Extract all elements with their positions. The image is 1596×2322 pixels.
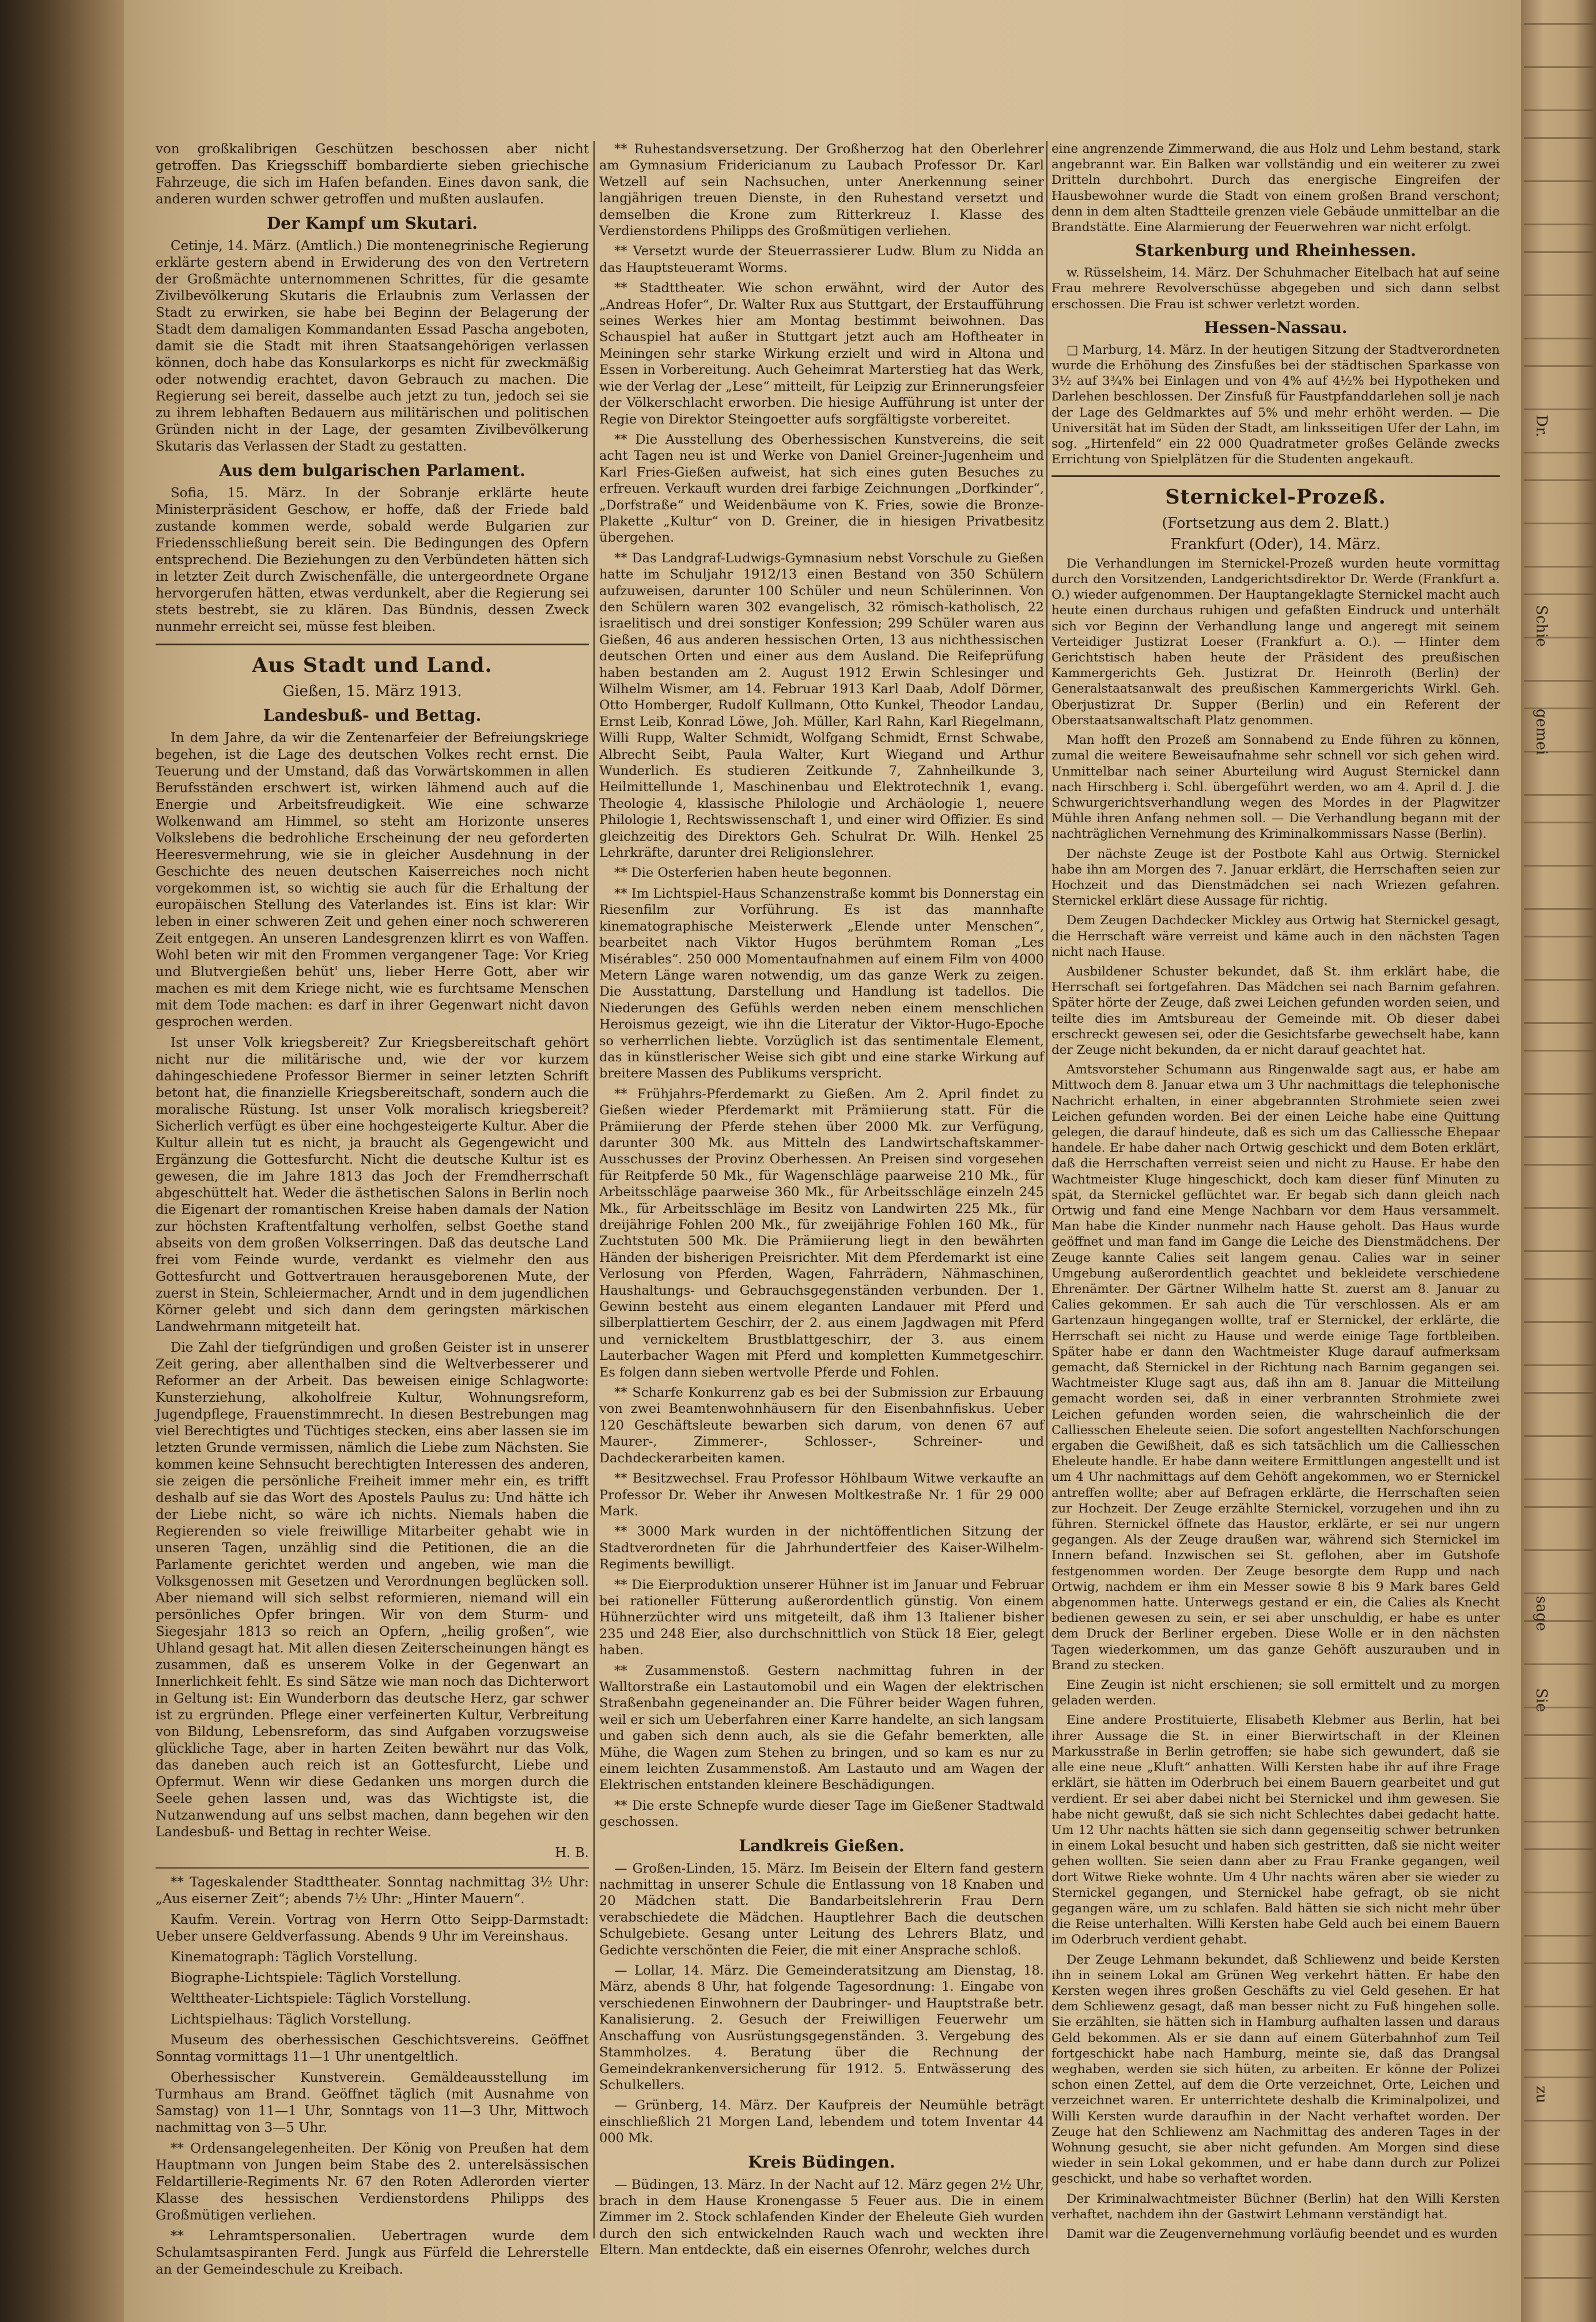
article-text: ** Versetzt wurde der Steuerrassierer Ludw. Blum zu Nidda an das Hauptsteueramt Worms. (599, 244, 1044, 275)
section-heading: Der Kampf um Skutari. (267, 214, 478, 233)
article-text: Damit war die Zeugenvernehmung vorläufig beendet und es wurden (1066, 2226, 1498, 2241)
page-edge-line (1524, 1778, 1593, 1779)
article-text: w. Rüsselsheim, 14. März. Der Schuhmacher Eitelbach hat auf seine Frau mehrere Revolverschüsse abgegeben und sich dann selbst erschossen. Die Frau ist schwer verletzt worden. (1052, 266, 1500, 312)
article-text: In dem Jahre, da wir die Zentenarfeier der Befreiungskriege begehen, ist die Lage des deutschen Volkes recht ernst. Die Teuerung und der Umstand, daß das Vorwärtskommen in allen Berufsständen erschwert ist, wirken lähmend auch auf die Energie und Arbeitsfreudigkeit. Wie eine schwarze Wolkenwand am Himmel, so steht am Horizonte unseres Volkslebens die bedrohliche Erscheinung der neu geforderten Heeresvermehrung, wie sie in gleicher Ausdehnung in der Geschichte des neuen deutschen Kaiserreiches noch nicht vorgekommen ist, so wichtig sie auch für die Erhaltung der europäischen Stellung des Vaterlandes ist. Eins ist klar: Wir leben in einer schweren Zeit und gehen einer noch schwereren Zeit entgegen. An unseren Landesgrenzen klirrt es von Waffen. Wohl beten wir mit den Frommen vergangener Tage: Vor Krieg und Blutvergießen behüt' uns, lieber Herre Gott, aber wir machen es mit dem Kriege nicht, wie es furchtsame Menschen mit dem Tode machen: es darf in ihrer Gegenwart nicht davon gesprochen werden. (156, 731, 589, 1030)
page-edge-line (1524, 1935, 1593, 1937)
article-text: ** Zusammenstoß. Gestern nachmittag fuhren in der Walltorstraße ein Lastautomobil und ein Wagen der elektrischen Straßenbahn gegeneinander an. Die Führer beider Wagen fuhren, weil er sich um Ueberfahren einer Karre handelte, an sich langsam und gaben sich denn auch, als sie die Gefahr bemerkten, alle Mühe, die Wagen zum Stehen zu bringen, und so kam es nur zu einem leichten Zusammenstoß. Am Lastauto und am Wagen der Elektrischen entstanden kleinere Beschädigungen. (599, 1663, 1044, 1793)
section-heading: Aus dem bulgarischen Parlament. (219, 461, 525, 480)
page-edge-line (1524, 1250, 1593, 1252)
section-divider (156, 644, 589, 645)
section-heading: Starkenburg und Rheinhessen. (1135, 241, 1416, 260)
notice-item: Welttheater-Lichtspiele: Täglich Vorstellung. (171, 1991, 471, 2006)
page-edge-line (1524, 2191, 1593, 2192)
article-text: Die Verhandlungen im Sternickel-Prozeß wurden heute vormittag durch den Vorsitzenden, Landgerichtsdirektor Dr. Werde (Frankfurt a. O.) wieder aufgenommen. Der Hauptangeklagte Sternickel macht auch heute einen durchaus ruhigen und gefaßten Eindruck und unterhält sich vor Beginn der Verhandlung lange und angeregt mit seinem Verteidiger Justizrat Loeser (Frankfurt a. O.). — Hinter dem Gerichtstisch haben heute der Präsident des preußischen Kammergerichts Geh. Justizrat Dr. Heinroth (Berlin) der Generalstaatsanwalt des preußischen Kammergerichts Wirkl. Geh. Oberjustizrat Dr. Supper (Berlin) und ein Referent der Oberstaatsanwaltschaft Platz genommen. (1052, 556, 1500, 728)
page-edge-line (1524, 1478, 1593, 1480)
page-edge-line (1524, 1164, 1593, 1166)
article-text: — Grünberg, 14. März. Der Kaufpreis der Neumühle beträgt einschließlich 21 Morgen Land, lebendem und totem Inventar 44 000 Mk. (599, 2098, 1044, 2146)
department-heading: Sternickel-Prozeß. (1165, 485, 1386, 509)
notice-item: Biographe-Lichtspiele: Täglich Vorstellung. (171, 1971, 462, 1986)
page-edge-line (1524, 365, 1593, 367)
article-text: □ Marburg, 14. März. In der heutigen Sitzung der Stadtverordneten wurde die Erhöhung des Zinsfußes bei der städtischen Sparkasse von 3½ auf 3¾% bei Einlagen und von 4% auf 4½% bei Hypotheken und Darlehen beschlossen. Der Zinsfuß für Faustpfanddarlehen soll je nach der Lage des Geldmarktes auf 5% und mehr erhöht werden. — Die Universität hat im Süden der Stadt, am linksseitigen Ufer der Lahn, im sog. „Hirtenfeld“ ein 22 000 Quadratmeter großes Gelände zwecks Errichtung von Spielplätzen für die Studenten angekauft. (1052, 342, 1500, 467)
page-edge-line (1524, 979, 1593, 981)
page-edge-line (1524, 66, 1593, 68)
section-heading: Hessen-Nassau. (1204, 317, 1348, 337)
page-edge-line (1524, 1321, 1593, 1323)
page-edge-line (1524, 523, 1593, 524)
page-edge-line (1524, 2277, 1593, 2279)
column-rule-2 (1046, 141, 1047, 2238)
article-text: — Lollar, 14. März. Die Gemeinderatsitzung am Dienstag, 18. März, abends 8 Uhr, hat folgende Tagesordnung: 1. Eingabe von verschiedenen Einwohnern der Daubringer- und Hauptstraße betr. Kanalisierung. 2. Gesuch der Freiwilligen Feuerwehr um Anschaffung von Ausrüstungsgegenständen. 3. Vergebung des Stammholzes. 4. Beratung über die Rechnung der Gemeindekrankenversicherung für 1912. 5. Entwässerung des Schulkellers. (599, 1963, 1044, 2093)
page-edge-line (1524, 1821, 1593, 1822)
article-text: Eine Zeugin ist nicht erschienen; sie soll ermittelt und zu morgen geladen werden. (1052, 1678, 1500, 1708)
article-text: Dem Zeugen Dachdecker Mickley aus Ortwig hat Sternickel gesagt, die Herrschaft wäre verreist und käme auch in den nächsten Tagen nicht nach Hause. (1052, 913, 1500, 959)
notice-item: Museum des oberhessischen Geschichtsvereins. Geöffnet Sonntag vormittags 11—1 Uhr unentgeltlich. (156, 2033, 589, 2064)
page-edge-line (1524, 1506, 1593, 1508)
article-text: Der nächste Zeuge ist der Postbote Kahl aus Ortwig. Sternickel habe ihn am Morgen des 7. Januar erklärt, die Herrschaften seien zur Hochzeit und das Dienstmädchen sei nach Wriezen gefahren. Sternickel erklärt diese Aussage für richtig. (1052, 846, 1500, 909)
article-text: ** Die Eierproduktion unserer Hühner ist im Januar und Februar bei rationeller Fütterung außerordentlich günstig. Von einem Hühnerzüchter wird uns mitgeteilt, daß ihm 13 Italiener bisher 235 und 248 Eier, also durchschnittlich von Stück 18 Eier, gelegt haben. (599, 1577, 1044, 1658)
page-edge-line (1524, 1962, 1593, 1964)
article-text: ** Besitzwechsel. Frau Professor Höhlbaum Witwe verkaufte an Professor Dr. Weber ihr Anwesen Moltkestraße Nr. 1 für 29 000 Mark. (599, 1471, 1044, 1519)
page-edge-line (1524, 593, 1593, 595)
page-edge-line (1524, 1848, 1593, 1850)
page-edge-line (1524, 2163, 1593, 2165)
page-edge-line (1524, 1435, 1593, 1437)
page-edge-line (1524, 2234, 1593, 2236)
article-text: ** Lehramtspersonalien. Uebertragen wurde dem Schulamtsaspiranten Ferd. Jungk aus Fürfeld die Lehrerstelle an der Gemeindeschule zu Kreibach. (156, 2229, 589, 2277)
article-text: ** Im Lichtspiel-Haus Schanzenstraße kommt bis Donnerstag ein Riesenfilm zur Vorführung. Es ist das mannhafte kinematographische Meisterwerk „Elende unter Menschen“, bearbeitet nach Viktor Hugos berühmtem Roman „Les Misérables“. 250 000 Momentaufnahmen auf einem Film von 4000 Metern Länge waren notwendig, um das ganze Werk zu zeigen. Die Ausstattung, Darstellung und Handlung ist tadellos. Die Niederungen des Gefühls werden neben einem menschlichen Heroismus gezeigt, wie ihn die Literatur der Viktor-Hugo-Epoche so verherrlichen liebte. Vorzüglich ist das sentimentale Element, das in künstlerischer Weise sich gibt und eine starke Wirkung auf breitere Massen des Publikums verspricht. (599, 886, 1044, 1081)
dateline: Frankfurt (Oder), 14. März. (1170, 535, 1381, 553)
page-edge-line (1524, 224, 1593, 225)
article-text: — Großen-Linden, 15. März. Im Beisein der Eltern fand gestern nachmittag in unserer Schule die Entlassung von 18 Knaben und 20 Mädchen statt. Die Bandarbeitslehrerin Frau Dern verabschiedete die Mädchen. Hauptlehrer Bach die deutschen Schulgebiete. Gesang unter Leitung des Lehrers Blatz, und Gedichte verschönten die Feier, die mit einer Ansprache schloß. (599, 1860, 1044, 1958)
article-text: Die Zahl der tiefgründigen und großen Geister ist in unserer Zeit gering, aber allenthalben sind die Weltverbesserer und Reformer an der Arbeit. Das beweisen einige Schlagworte: Kunsterziehung, alkoholfreie Kultur, Wohnungsreform, Jugendpflege, Frauenstimmrecht. In diesen Bestrebungen mag viel Berechtigtes und Tüchtiges stecken, eins aber lassen sie im letzten Grunde vermissen, nämlich die Liebe zum Nächsten. Sie kommen keine Sehnsucht berechtigten Interessen des anderen, sie zeigen die persönliche Freiheit immer mehr ein, es trifft deshalb auf sie das Wort des Apostels Paulus zu: Und hätte ich der Liebe nicht, so wäre ich nichts. Niemals haben die Regierenden so viele freiwillige Mitarbeiter gehabt wie in unseren Tagen, unzählig sind die Petitionen, die an die Parlamente gerichtet werden und angeben, wie man die Volksgenossen mit Gesetzen und Verordnungen beglücken soll. Aber niemand will sich selbst reformieren, niemand will ein persönliches Opfer bringen. Wir von dem Sturm- und Siegesjahr 1813 so reich an Opfern, „heilig großen“, wie Uhland gesagt hat. Mit allen diesen Zeiterscheinungen hängt es zusammen, daß es unserem Volke in der Gegenwart an Innerlichkeit fehlt. Es sind Sätze wie man noch das Dichterwort in Geltung ist: Ein Wunderborn das deutsche Herz, gar schwer ist zu ergründen. Pflege einer verfeinerten Kultur, Verbreitung von Bildung, Lebensreform, das sind Aufgaben vorzugsweise glückliche Tage, aber in harten Zeiten bewährt nur das Volk, das daneben auch reich ist an Gottesfurcht, Liebe und Opfermut. Wenn wir diese Gedanken uns morgen durch die Seele gehen lassen und, was das Wichtigste ist, die Nutzanwendung auf uns selbst machen, dann begehen wir den Landesbuß- und Bettag in rechter Weise. (156, 1340, 589, 1840)
page-edge-line (1524, 109, 1593, 111)
page-edge-line (1524, 1050, 1593, 1052)
page-edge-line (1524, 1892, 1593, 1893)
page-edge-line (1524, 1663, 1593, 1665)
column-rule-1 (593, 141, 595, 2238)
notice-item: Kaufm. Verein. Vortrag von Herrn Otto Seipp-Darmstadt: Ueber unsere Geldverfassung. Abends 9 Uhr im Vereinshaus. (156, 1912, 589, 1944)
page-edge-line (1524, 1136, 1593, 1138)
page-edge-line (1524, 409, 1593, 410)
notice-item: Oberhessischer Kunstverein. Gemäldeausstellung im Turmhaus am Brand. Geöffnet täglich (mit Ausnahme von Samstag) von 11—1 Uhr, Sonntags von 11—3 Uhr, Mittwoch nachmittag von 3—5 Uhr. (156, 2070, 589, 2135)
article-text: ** Die erste Schnepfe wurde dieser Tage im Gießener Stadtwald geschossen. (599, 1798, 1044, 1830)
page-edge-line (1524, 680, 1593, 682)
notice-item: Kinematograph: Täglich Vorstellung. (171, 1950, 418, 1965)
page-edge-line (1524, 936, 1593, 937)
facing-page-fragment: zu (1533, 2086, 1550, 2104)
page-edge-line (1524, 794, 1593, 796)
article-text: von großkalibrigen Geschützen beschossen aber nicht getroffen. Das Kriegsschiff bombardierte sieben griechische Fahrzeuge, die sich im Hafen befanden. Eines davon sank, die anderen wurden schwer getroffen und mußten auslaufen. (156, 142, 589, 207)
page-edge-line (1524, 1278, 1593, 1280)
column-3 (1052, 141, 1500, 2246)
section-heading: Kreis Büdingen. (748, 2152, 895, 2172)
article-text: Eine andere Prostituierte, Elisabeth Klebmer aus Berlin, hat bei ihrer Aussage die St. in einer Bierwirtschaft in der Kleinen Markusstraße in Berlin getroffen; sie habe sich gewundert, daß sie alle eine neue „Kluft“ anhatten. Willi Kersten habe ihr auf ihre Frage erklärt, sie hätten im Oderbruch bei einem Bauern gearbeitet und gut verdient. Er sei aber dabei nicht bei Sternickel und ihm gewesen. Sie habe nicht gewußt, daß sie sich nicht Schlechtes dabei gedacht hatte. Um 12 Uhr nachts hätten sie sich dann gegenseitig schwer betrunken in einem Lokal besucht und haben sich gestritten, daß sie nicht weiter gehen wollten. Sie seien dann aber zu Frau Franke gegangen, weil dort Witwe Rieke wohnte. Um 4 Uhr nachts wären aber sie wieder zu Sternickel gegangen, und Sternickel habe gefragt, ob sie nicht gegangen wäre, um zu schlafen. Bald hätten sie sich nicht mehr über die Reise unterhalten. Willi Kersten habe Geld auch bei einem Bauern im Oderbruch verdient gehabt. (1052, 1713, 1500, 1947)
page-edge-line (1524, 180, 1593, 182)
page-edge-line (1524, 908, 1593, 910)
page-edge-line (1524, 1022, 1593, 1024)
article-text: ** Scharfe Konkurrenz gab es bei der Submission zur Erbauung von zwei Beamtenwohnhäusern für den Eisenbahnfiskus. Ueber 120 Geschäftsleute bewarben sich darum, von denen 67 auf Maurer-, Zimmerer-, Schlosser-, Schreiner- und Dachdeckerarbeiten kamen. (599, 1385, 1044, 1466)
article-text: Ist unser Volk kriegsbereit? Zur Kriegsbereitschaft gehört nicht nur die militärische und, wie der vor kurzem dahingeschiedene Professor Biermer in seiner letzten Schrift betont hat, die finanzielle Kriegsbereitschaft, sondern auch die moralische Rüstung. Ist unser Volk moralisch kriegsbereit? Sicherlich verfügt es über eine hochgesteigerte Kultur. Aber die Kultur allein tut es nicht, ja braucht als Gegengewicht und Ergänzung die Gottesfurcht. Nicht die deutsche Kultur ist es gewesen, die im Jahre 1813 das Joch der Fremdherrschaft abgeschüttelt hat. Weder die ästhetischen Salons in Berlin noch die Eigenart der romantischen Kreise haben damals der Nation zur höchsten Kraftentfaltung verholfen, selbst Goethe stand abseits von dem großen Volkserringen. Daß das deutsche Land frei vom Feinde wurde, verdankt es vielmehr den aus Gottesfurcht und Gottvertrauen herausgeborenen Mute, der zuerst in Stein, Schleiermacher, Arndt und in dem jugendlichen Körner gelebt und sich dann dem geringsten märkischen Landwehrmann mitgeteilt hat. (156, 1035, 589, 1334)
page-edge-line (1524, 566, 1593, 568)
column-1 (156, 141, 589, 2282)
page-edge-line (1524, 2120, 1593, 2121)
article-text: ** Ordensangelegenheiten. Der König von Preußen hat dem Hauptmann von Jungen beim Stabe des 2. unterelsässischen Feldartillerie-Regiments Nr. 67 den Roten Adlerorden vierter Klasse des hessischen Verdienstordens Philipps des Großmütigen verliehen. (156, 2141, 589, 2223)
article-text: ** Frühjahrs-Pferdemarkt zu Gießen. Am 2. April findet zu Gießen wieder Pferdemarkt mit Prämiierung statt. Für die Prämiierung der Pferde stehen über 2000 Mk. zur Verfügung, darunter 300 Mk. aus Mitteln des Landwirtschaftskammer-Ausschusses der Provinz Oberhessen. An Preisen sind vorgesehen für Reitpferde 50 Mk., für Wagenschläge paarweise 210 Mk., für Arbeitsschläge paarweise 360 Mk., für Arbeitsschläge einzeln 245 Mk., für Arbeitsschläge im Besitz von Landwirten 225 Mk., für dreijährige Fohlen 200 Mk., für zweijährige Fohlen 160 Mk., für Zuchtstuten 500 Mk. Die Prämiierung liegt in den bewährten Händen der bisherigen Preisrichter. Mit dem Pferdemarkt ist eine Verlosung von Pferden, Wagen, Fahrrädern, Nähmaschinen, Haushaltungs- und Gebrauchsgegenständen verbunden. Der 1. Gewinn besteht aus einem eleganten Landauer mit Pferd und silberplattiertem Geschirr, der 2. aus einem Jagdwagen mit Pferd und vernickeltem Brustblattgeschirr, der 3. aus einem Lauterbacher Wagen mit Pferd und kompletten Kummetgeschirr. Es folgen dann sieben wertvolle Pferde und Fohlen. (599, 1086, 1044, 1380)
article-text: ** Ruhestandsversetzung. Der Großherzog hat den Oberlehrer am Gymnasium Fridericianum zu Laubach Professor Dr. Karl Wetzell auf sein Nachsuchen, unter Anerkennung seiner langjährigen treuen Dienste, in den Ruhestand versetzt und demselben die Krone zum Ritterkreuz I. Klasse des Verdienstordens Philipps des Großmütigen verliehen. (599, 142, 1044, 239)
article-text: Der Zeuge Lehmann bekundet, daß Schliewenz und beide Kersten ihn in seinem Lokal am Grünen Weg verkehrt hätten. Er habe den Kersten wegen ihres großen Geschäfts zu viel Geld gesehen. Er hat dem Schliewenz gesagt, daß man besser nicht zu Fuß hingehen solle. Sie erzählten, sie hätten sich in Hamburg aufhalten lassen und daraus Geld bekommen. Als er sie dann auf einem Güterbahnhof zum Teil fortgeschickt habe nach Hamburg, meinte sie, daß das Drangsal weghaben, werden sie sich hüten, zu arbeiten. Er könne der Polizei schon einen Zettel, auf dem die Orte verzeichnet, Orte, Leichen und verzeichnet waren. Er unterrichtete deshalb die Kriminalpolizei, und Willi Kersten wurde daraufhin in der Nacht verhaftet worden. Der Zeuge hat den Schliewenz am Nachmittag des anderen Tages in der Wohnung gesucht, sie aber nicht gefunden. Am Morgen sind diese wieder in sein Lokal gekommen, und er habe dann durch zur Polizei geschickt, und habe so verhaftet worden. (1052, 1952, 1500, 2187)
page-edge-line (1524, 1593, 1593, 1594)
page-edge-line (1524, 1364, 1593, 1366)
facing-page-fragment: gemei (1533, 709, 1550, 755)
page-edge-line (1524, 23, 1593, 25)
page-edge-line (1524, 452, 1593, 453)
page-edge-line (1524, 251, 1593, 253)
page-edge-line (1524, 2077, 1593, 2078)
article-text: Amtsvorsteher Schumann aus Ringenwalde sagt aus, er habe am Mittwoch dem 8. Januar etwa um 3 Uhr nachmittags die telephonische Nachricht erhalten, in einer abgebrannten Strohmiete seien zwei Leichen gefunden worden. Bei der einen Leiche habe eine Quittung gelegen, die darauf hindeute, daß es sich um das Calliessche Ehepaar handele. Er habe daher nach Ortwig geschickt und dem Boten erklärt, daß die Herrschaften verreist seien und nicht zu Hause. Er habe den Wachtmeister Kluge hingeschickt, doch kam dieser fünf Minuten zu spät, da Sternickel geflüchtet war. Er begab sich dann gleich nach Ortwig und fand eine Menge Nachbarn vor dem Haus versammelt. Man habe die Kinder nunmehr nach Hause geholt. Das Haus wurde geöffnet und man fand im Gange die Leiche des Dienstmädchens. Der Zeuge kannte Calies seit langem genau. Calies war in seiner Umgebung außerordentlich geachtet und bekleidete verschiedene Ehrenämter. Der Gärtner Wilhelm hatte St. zuerst am 8. Januar zu Calies gekommen. Er sah auch die Tür verschlossen. Als er am Gartenzaun hingegangen wollte, traf er Sternickel, der erklärte, die Herrschaft sei nicht zu Hause und werde einige Tage fortbleiben. Später habe er dann den Wachtmeister Kluge darauf aufmerksam gemacht, daß Sternickel in der Richtung nach Barnim gegangen sei. Wachtmeister Kluge sagt aus, daß ihn am 8. Januar die Mitteilung gemacht worden sei, daß in einer verbrannten Strohmiete zwei Leichen gefunden worden seien, die wahrscheinlich die der Calliesschen Eheleute seien. Die sofort angestellten Nachforschungen ergaben die Gewißheit, daß es sich tatsächlich um die Calliesschen Eheleute handle. Er habe dann weitere Ermittlungen angestellt und ist um 4 Uhr nachmittags auf dem Gehöft angekommen, wo er Sternickel antreffen wollte; aber auf Befragen erklärte, die Herrschaften seien zur Hochzeit. Der Zeuge erzählte Sternickel, vorzugehen und ihn zu führen. Sternickel öffnete das Haustor, erklärte, er sei nur ungern gegangen. Als der Zeuge draußen war, während sich Sternickel im Innern befand. Inzwischen sei St. geflohen, aber im Gutshofe festgenommen worden. Der Zeuge besorgte dem Rupp und nach Ortwig, nachdem er ihm ein Messer sowie 8 bis 9 Mark bares Geld abgenommen hatte. Unterwegs gestand er ein, die Calies als Knecht bedienen gewesen zu sein, er sei aber unschuldig, er habe es unter dem Druck der Berliner ergeben. Diese Wolle er in den nächsten Tagen wiederkommen, um das ganze Gehöft auszurauben und in Brand zu stecken. (1052, 1062, 1500, 1673)
facing-page-fragment: sage (1533, 1596, 1550, 1631)
article-text: ** Stadttheater. Wie schon erwähnt, wird der Autor des „Andreas Hofer“, Dr. Walter Rux aus Stuttgart, der Erstaufführung seines Werkes hier am Montag bestimmt beiwohnen. Das Schauspiel hat außer in Stuttgart jetzt auch am Hoftheater in Meiningen sehr starke Wirkung erzielt und wird in Altona und Essen in Vorbereitung. Auch Geheimrat Marterstieg hat das Werk, wie der Verlag der „Lese“ mitteilt, für Leipzig zur Erinnerungsfeier der Völkerschlacht erworben. Die hiesige Aufführung ist unter der Regie von Direktor Steingoetter aufs sorgfältigste vorbereitet. (599, 281, 1044, 427)
page-edge-line (1524, 1093, 1593, 1095)
page-edge-line (1524, 1392, 1593, 1394)
page-edge-line (1524, 2006, 1593, 2007)
article-text: — Büdingen, 13. März. In der Nacht auf 12. März gegen 2½ Uhr, brach in dem Hause Kronengasse 5 Feuer aus. Die in einem Zimmer im 2. Stock schlafenden Kinder der Eheleute Gieh wurden durch den sich entwickelnden Rauch wach und weckten ihre Eltern. Man entdeckte, daß ein eisernes Ofenrohr, welches durch (599, 2177, 1044, 2258)
page-edge-line (1524, 822, 1593, 823)
page-edge-line (1524, 865, 1593, 867)
page-edge-line (1524, 1207, 1593, 1209)
article-text: Ausbildener Schuster bekundet, daß St. ihm erklärt habe, die Herrschaft sei fortgefahren. Das Mädchen sei nach Barnim gefahren. Später hörte der Zeuge, daß zwei Leichen gefunden worden seien, und teilte dies im Amtsbureau der Gemeinde mit. Ob dieser dabei erschreckt gewesen sei, oder die Gesichtsfarbe gewechselt habe, kann der Zeuge nicht bekunden, da er nicht darauf geachtet hat. (1052, 964, 1500, 1057)
facing-page-fragment: Schie (1533, 605, 1550, 647)
page-edge-line (1524, 1549, 1593, 1551)
continuation-note: (Fortsetzung aus dem 2. Blatt.) (1162, 515, 1390, 532)
page-edge-line (1524, 479, 1593, 481)
article-text: Cetinje, 14. März. (Amtlich.) Die montenegrinische Regierung erklärte gestern abend in Erwiderung des von den Vertretern der Großmächte unternommenen Schrittes, für die gesamte Zivilbevölkerung Skutaris die Erlaubnis zum Verlassen der Stadt zu erwirken, sie habe bei Beginn der Belagerung der Stadt dem damaligen Kommandanten Essad Pascha angeboten, damit sie die Stadt mit ihren Staatsangehörigen verlassen können, doch habe das Konsularkorps es nicht für zweckmäßig oder notwendig erachtet, davon Gebrauch zu machen. Die Regierung sei bereit, dasselbe auch jetzt zu tun, jedoch sei sie zu ihrem lebhaften Bedauern aus militärischen und politischen Gründen nicht in der Lage, der gesamten Zivilbevölkerung Skutaris das Verlassen der Stadt zu gestatten. (156, 239, 589, 454)
page-edge-line (1524, 338, 1593, 339)
page-stack-edges (1524, 0, 1593, 2322)
page-edge-line (1524, 2049, 1593, 2051)
facing-page-fragment: Dr. (1533, 415, 1550, 437)
dateline: Gießen, 15. März 1913. (282, 683, 462, 700)
author-signature: H. B. (555, 1846, 589, 1860)
article-text: Sofia, 15. März. In der Sobranje erklärte heute Ministerpräsident Geschow, er hoffe, daß der Friede bald zustande kommen werde, sobald werde Bulgarien zur Friedensschließung bereit sein. Die Bedingungen des Opfern entsprechend. Die Beziehungen zu den Verbündeten hätten sich in letzter Zeit durch Zwischenfälle, die untergeordnete Organe hervorgerufen hätten, etwas verdunkelt, aber die Regierung sei stets bestrebt, sie zu klären. Das Bündnis, dessen Zweck nunmehr erreicht sei, müsse fest bleiben. (156, 486, 589, 634)
section-divider (156, 1867, 589, 1869)
section-heading: Landesbuß- und Bettag. (263, 706, 482, 725)
page-edge-line (1524, 294, 1593, 296)
notice-item: ** Tageskalender Stadttheater. Sonntag nachmittag 3½ Uhr: „Aus eiserner Zeit“; abends 7½ Uhr: „Hinter Mauern“. (156, 1875, 589, 1907)
facing-page-fragment: Sie (1533, 1688, 1550, 1712)
article-text: eine angrenzende Zimmerwand, die aus Holz und Lehm bestand, stark angebrannt war. Ein Balken war vollständig und ein weiterer zu zwei Dritteln durchbohrt. Durch das energische Eingreifen der Hausbewohner wurde die Stadt von einem großen Brand verschont; denn in dem alten Stadtteile grenzen viele Gebäude unmittelbar an die Brandstätte. Eine Alarmierung der Feuerwehren war nicht erfolgt. (1052, 142, 1500, 235)
article-text: Der Kriminalwachtmeister Büchner (Berlin) hat den Willi Kersten verhaftet, nachdem ihn der Gastwirt Lehmann verständigt hat. (1052, 2191, 1500, 2222)
article-text: ** Die Osterferien haben heute begonnen. (614, 865, 892, 881)
article-text: ** Das Landgraf-Ludwigs-Gymnasium nebst Vorschule zu Gießen hatte im Schuljahr 1912/13 einen Bestand von 350 Schülern aufzuweisen, darunter 100 Schüler und neun Schülerinnen. Von den Schülern waren 302 evangelisch, 32 römisch-katholisch, 22 israelitisch und drei sonstiger Konfession; 299 Schüler waren aus Gießen, 46 aus anderen hessischen Orten, 13 aus nichthessischen deutschen Orten und einer aus dem Ausland. Die Reifeprüfung haben bestanden am 2. August 1912 Erwin Schlesinger und Wilhelm Wismer, am 14. Februar 1913 Karl Daab, Adolf Dörmer, Otto Homberger, Rudolf Kullmann, Otto Kunkel, Theodor Landau, Ernst Leib, Konrad Löwe, Joh. Müller, Karl Rahn, Karl Riegelmann, Willi Rupp, Walter Schmidt, Wolfgang Schmidt, Ernst Schwabe, Albrecht Seibt, Paula Walter, Kurt Wiegand und Arthur Wunderlich. Es studieren Zeitkunde 7, Zahnheilkunde 3, Heilmittellunde 1, Maschinenbau und Elektrotechnik 1, evang. Theologie 4, klassische Philologie und Archäologie 1, neuere Philologie 1, Rechtswissenschaft 1, und einer wird Offizier. Es sind gleichzeitig des Direktors Geh. Schulrat Dr. Wilh. Henkel 25 Lehrkräfte, darunter drei Religionslehrer. (599, 550, 1044, 861)
department-heading: Aus Stadt und Land. (252, 653, 493, 677)
section-divider (1052, 475, 1500, 477)
column-2 (599, 141, 1044, 2263)
article-text: Man hofft den Prozeß am Sonnabend zu Ende führen zu können, zumal die weitere Beweisaufnahme sehr schnell vor sich gehen wird. Unmittelbar nach seiner Aburteilung wird August Sternickel dann nach Hirschberg i. Schl. übergeführt werden, wo am 4. April d. J. die Schwurgerichtsverhandlung wegen des Mordes in der Plagwitzer Mühle ihren Anfang nehmen soll. — Die Verhandlung begann mit der nachträglichen Vernehmung des Kriminalkommissars Nasse (Berlin). (1052, 733, 1500, 842)
page-edge-line (1524, 1734, 1593, 1736)
notice-item: Lichtspielhaus: Täglich Vorstellung. (171, 2012, 411, 2027)
article-text: ** Die Ausstellung des Oberhessischen Kunstvereins, die seit acht Tagen neu ist und Werke von Daniel Greiner-Jugenheim und Karl Fries-Gießen aufweist, hat sich eines guten Besuches zu erfreuen. Verkauft wurden drei farbige Zeichnungen „Dorfkinder“, „Dorfstraße“ und Weidenbäume von K. Fries, sowie die Bronze-Plakette „Kultur“ von D. Greiner, die in hiesigen Privatbesitz übergehen. (599, 432, 1044, 546)
page-edge-line (1524, 137, 1593, 139)
section-heading: Landkreis Gießen. (739, 1836, 905, 1855)
article-text: ** 3000 Mark wurden in der nichtöffentlichen Sitzung der Stadtverordneten für die Jahrhundertfeier des Kaiser-Wilhelm-Regiments bewilligt. (599, 1524, 1044, 1572)
book-binding (0, 0, 124, 2322)
